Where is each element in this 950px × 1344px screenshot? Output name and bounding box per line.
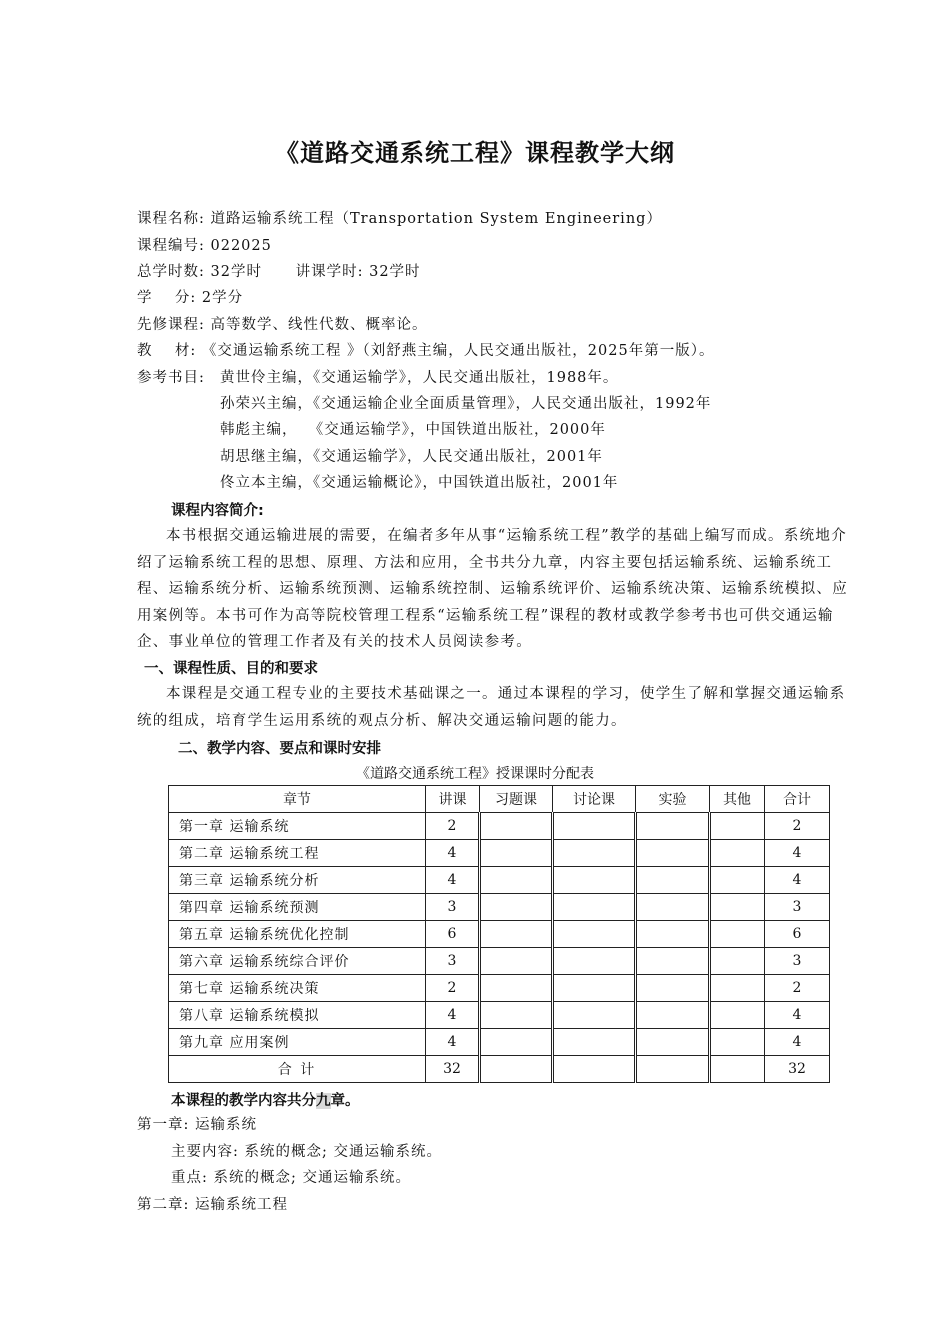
intro-paragraph: 本书根据交通运输进展的需要，在编者多年从事“运输系统工程”教学的基础上编写而成。系统地介绍了运输系统工程的思想、原理、方法和应用，全书共分九章，内容主要包括运输系统、运输系统工程、运输系统分析、运输系统预测、运输系统控制、运输系统评价、运输系统决策、运输系统模拟、应用案例等。本书可作为高等院校管理工程系“运输系统工程”课程的教材或教学参考书也可供交通运输企、事业单位的管理工作者及有关的技术人员阅读参考。 (137, 528, 848, 650)
cell-discussion (553, 894, 636, 921)
table-row (169, 813, 830, 840)
cell-lecture: 3 (426, 948, 480, 975)
cell-lab (636, 1002, 710, 1029)
cell-lab (636, 921, 710, 948)
cell-lab (636, 867, 710, 894)
cell-total: 3 (765, 894, 830, 921)
cell-lecture: 2 (426, 975, 480, 1002)
cell-lecture: 4 (426, 840, 480, 867)
table-row (169, 840, 830, 867)
cell-discussion (553, 948, 636, 975)
course-prereq: 先修课程: 高等数学、线性代数、概率论。 (137, 317, 428, 333)
table-row (169, 921, 830, 948)
cell-other (710, 840, 765, 867)
cell-other (710, 1002, 765, 1029)
cell-chapter: 第五章 运输系统优化控制 (169, 921, 426, 948)
cell-exercise (480, 894, 553, 921)
cell-discussion (553, 921, 636, 948)
table-row (169, 867, 830, 894)
chapter-title: 第一章: 运输系统 (137, 1117, 257, 1133)
cell-lab (636, 1029, 710, 1056)
cell-lecture: 6 (426, 921, 480, 948)
table-row (169, 975, 830, 1002)
cell-lab (636, 840, 710, 867)
cell-exercise (480, 921, 553, 948)
col-header: 习题课 (480, 786, 553, 813)
cell-chapter: 第六章 运输系统综合评价 (169, 948, 426, 975)
cell-discussion (553, 1002, 636, 1029)
table-row (169, 948, 830, 975)
cell-other (710, 813, 765, 840)
cell-lecture: 3 (426, 894, 480, 921)
table-row (169, 1029, 830, 1056)
cell-chapter: 第三章 运输系统分析 (169, 867, 426, 894)
col-header: 讨论课 (553, 786, 636, 813)
course-credits: 学 分: 2学分 (137, 290, 244, 306)
cell-total: 6 (765, 921, 830, 948)
cell-exercise (480, 948, 553, 975)
course-code: 课程编号: 022025 (137, 238, 272, 254)
cell-total: 3 (765, 948, 830, 975)
cell-chapter: 第九章 应用案例 (169, 1029, 426, 1056)
chapter-title: 第二章: 运输系统工程 (137, 1197, 288, 1213)
section2-heading: 二、教学内容、要点和课时安排 (178, 741, 381, 757)
cell-chapter: 第八章 运输系统模拟 (169, 1002, 426, 1029)
cell-other (710, 894, 765, 921)
cell-exercise (480, 975, 553, 1002)
ref-item: 韩彪主编， 《交通运输学》，中国铁道出版社，2000年 (220, 422, 606, 438)
cell-discussion (553, 1029, 636, 1056)
cell-other (710, 948, 765, 975)
cell-lecture: 2 (426, 813, 480, 840)
cell-lab (636, 975, 710, 1002)
table-header-row (169, 786, 830, 813)
sum-total: 32 (765, 1056, 830, 1083)
cell-total: 4 (765, 1002, 830, 1029)
cell-chapter: 第七章 运输系统决策 (169, 975, 426, 1002)
cell-lab (636, 813, 710, 840)
cell-discussion (553, 867, 636, 894)
chapter-key-points: 重点: 系统的概念; 交通运输系统。 (171, 1170, 411, 1186)
cell-total: 4 (765, 840, 830, 867)
ref-item: 胡思继主编，《交通运输学》，人民交通出版社，2001年 (220, 449, 603, 465)
cell-chapter: 第四章 运输系统预测 (169, 894, 426, 921)
ref-item: 佟立本主编，《交通运输概论》，中国铁道出版社，2001年 (220, 475, 619, 491)
cell-chapter: 第一章 运输系统 (169, 813, 426, 840)
table-row (169, 894, 830, 921)
table-sum-row (169, 1056, 830, 1083)
cell-exercise (480, 840, 553, 867)
cell-other (710, 1029, 765, 1056)
cell-discussion (553, 840, 636, 867)
ref-item: 孙荣兴主编，《交通运输企业全面质量管理》，人民交通出版社，1992年 (220, 396, 712, 412)
cell-total: 4 (765, 1029, 830, 1056)
col-header: 实验 (636, 786, 710, 813)
sum-lecture: 32 (426, 1056, 480, 1083)
cell-other (710, 975, 765, 1002)
cell-lecture: 4 (426, 867, 480, 894)
course-hours: 总学时数: 32学时 讲课学时: 32学时 (137, 264, 421, 280)
cell-lab (636, 948, 710, 975)
cell-chapter: 第二章 运输系统工程 (169, 840, 426, 867)
summary-line: 本课程的教学内容共分九章。 (171, 1093, 360, 1109)
table-caption: 《道路交通系统工程》授课课时分配表 (356, 766, 594, 782)
section1-paragraph: 本课程是交通工程专业的主要技术基础课之一。通过本课程的学习，使学生了解和掌握交通运输系统的组成，培育学生运用系统的观点分析、解决交通运输问题的能力。 (137, 686, 846, 729)
cell-lecture: 4 (426, 1002, 480, 1029)
table-row (169, 1002, 830, 1029)
intro-heading: 课程内容简介: (171, 503, 264, 519)
col-header: 合计 (765, 786, 830, 813)
chapter-main-content: 主要内容: 系统的概念; 交通运输系统。 (171, 1144, 442, 1160)
cell-exercise (480, 867, 553, 894)
cell-exercise (480, 813, 553, 840)
ref-item: 黄世伶主编，《交通运输学》，人民交通出版社，1988年。 (220, 370, 619, 386)
cell-exercise (480, 1029, 553, 1056)
page-title: 《道路交通系统工程》课程教学大纲 (275, 139, 675, 167)
cell-exercise (480, 1002, 553, 1029)
col-header: 章节 (169, 786, 426, 813)
col-header: 讲课 (426, 786, 480, 813)
cell-total: 4 (765, 867, 830, 894)
cell-discussion (553, 813, 636, 840)
cell-lab (636, 894, 710, 921)
course-name: 课程名称: 道路运输系统工程（Transportation System Engineering） (137, 211, 662, 227)
refs-label: 参考书目: (137, 370, 205, 386)
cell-other (710, 867, 765, 894)
hours-table (168, 785, 830, 1083)
cell-lecture: 4 (426, 1029, 480, 1056)
cell-discussion (553, 975, 636, 1002)
cell-other (710, 921, 765, 948)
course-textbook: 教 材: 《交通运输系统工程 》（刘舒燕主编，人民交通出版社，2025年第一版）。 (137, 343, 715, 359)
section1-heading: 一、课程性质、目的和要求 (144, 661, 318, 677)
cell-total: 2 (765, 975, 830, 1002)
sum-label: 合 计 (169, 1056, 426, 1083)
cell-total: 2 (765, 813, 830, 840)
col-header: 其他 (710, 786, 765, 813)
